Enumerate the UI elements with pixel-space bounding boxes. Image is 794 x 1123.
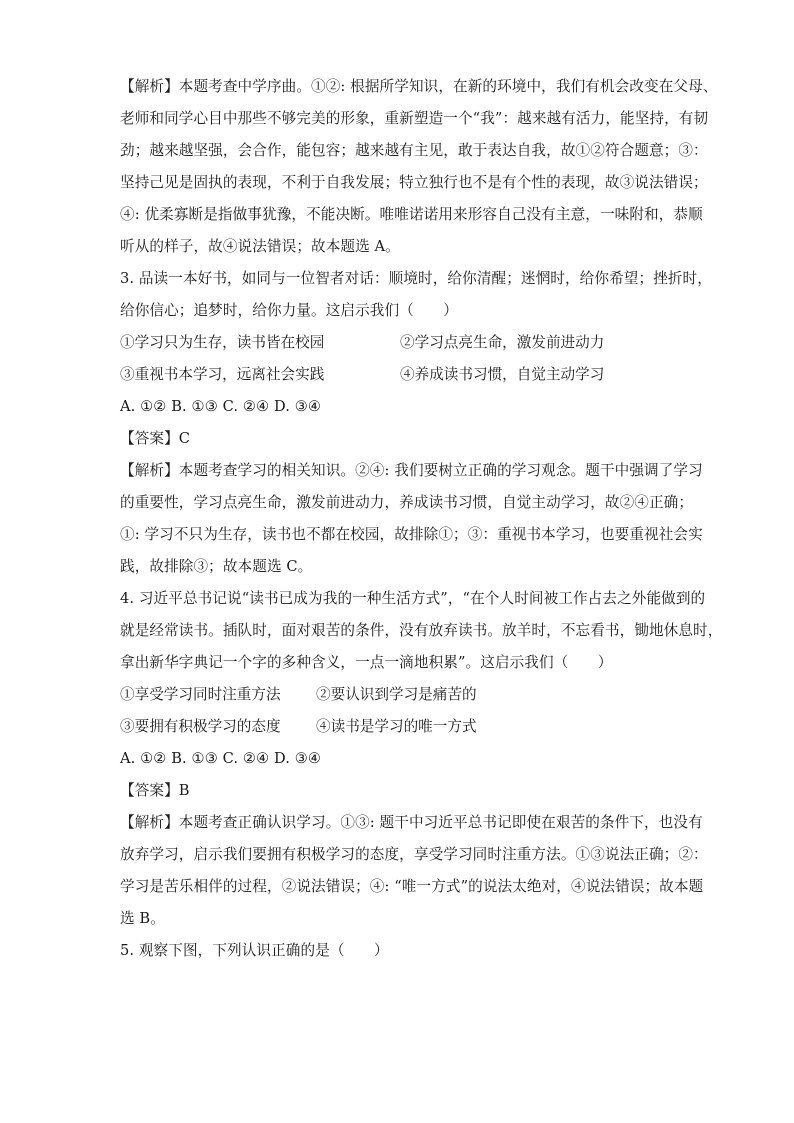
q3-option-1: ①学习只为生存，读书皆在校园 [120, 334, 325, 351]
q4-analysis-line-1: 【解析】本题考查正确认识学习。①③: 题干中习近平总书记即使在艰苦的条件下，也没有 [120, 814, 703, 831]
q4-analysis-line-3: 学习是苦乐相伴的过程，②说法错误；④: “唯一方式”的说法太绝对，④说法错误；故本题 [120, 878, 704, 895]
q2-analysis-line-4: 坚持己见是固执的表现，不利于自我发展；特立独行也不是有个性的表现，故③说法错误； [120, 174, 708, 191]
q3-stem-line-1: 3. 品读一本好书，如同与一位智者对话：顺境时，给你清醒；迷惘时，给你希望；挫折时， [120, 270, 712, 287]
q4-stem-line-3: 拿出新华字典记一个字的多种含义，一点一滴地积累”。这启示我们（ ） [120, 654, 613, 671]
q4-option-4: ④读书是学习的唯一方式 [316, 718, 477, 735]
q3-choices: A. ①② B. ①③ C. ②④ D. ③④ [120, 398, 322, 415]
q4-stem-line-2: 就是经常读书。插队时，面对艰苦的条件，没有放弃读书。放羊时，不忘看书，锄地休息时， [120, 622, 723, 639]
q4-option-1: ①享受学习同时注重方法 [120, 686, 281, 703]
q4-choices: A. ①② B. ①③ C. ②④ D. ③④ [120, 750, 322, 767]
q2-analysis-line-2: 老师和同学心目中那些不够完美的形象，重新塑造一个“我”：越来越有活力，能坚持，有韧 [120, 110, 709, 127]
q2-analysis-line-5: ④: 优柔寡断是指做事犹豫，不能决断。唯唯诺诺用来形容自己没有主意，一味附和，恭顺 [120, 206, 703, 223]
q3-analysis-line-1: 【解析】本题考查学习的相关知识。②④: 我们要树立正确的学习观念。题干中强调了学习 [120, 462, 703, 479]
q3-analysis-line-4: 践，故排除③；故本题选 C。 [120, 558, 313, 575]
q3-option-2: ②学习点亮生命，激发前进动力 [400, 334, 605, 351]
q3-analysis-line-2: 的重要性，学习点亮生命，激发前进动力，养成读书习惯，自觉主动学习，故②④正确； [120, 494, 694, 511]
q4-answer: 【答案】B [120, 782, 190, 799]
q3-option-4: ④养成读书习惯，自觉主动学习 [400, 366, 605, 383]
q4-stem-line-1: 4. 习近平总书记说“读书已成为我的一种生活方式”，“在个人时间被工作占去之外能做到的 [120, 590, 706, 607]
q5-stem: 5. 观察下图，下列认识正确的是（ ） [120, 942, 389, 959]
q4-analysis-line-2: 放弃学习，启示我们要拥有积极学习的态度，享受学习同时注重方法。①③说法正确；②： [120, 846, 708, 863]
q2-analysis-line-1: 【解析】本题考查中学序曲。①②: 根据所学知识，在新的环境中，我们有机会改变在父母、 [120, 78, 718, 95]
q2-analysis-line-3: 劲；越来越坚强，会合作，能包容；越来越有主见，敢于表达自我，故①②符合题意；③： [120, 142, 708, 159]
q3-option-3: ③重视书本学习，远离社会实践 [120, 366, 325, 383]
q4-option-2: ②要认识到学习是痛苦的 [316, 686, 477, 703]
q4-option-3: ③要拥有积极学习的态度 [120, 718, 281, 735]
q2-analysis-line-6: 听从的样子，故④说法错误；故本题选 A。 [120, 238, 400, 255]
q3-answer: 【答案】C [120, 430, 191, 447]
q3-stem-line-2: 给你信心；追梦时，给你力量。这启示我们（ ） [120, 302, 458, 319]
q4-analysis-line-4: 选 B。 [120, 910, 165, 927]
q3-analysis-line-3: ①: 学习不只为生存，读书也不都在校园，故排除①；③：重视书本学习，也要重视社会实 [120, 526, 703, 543]
